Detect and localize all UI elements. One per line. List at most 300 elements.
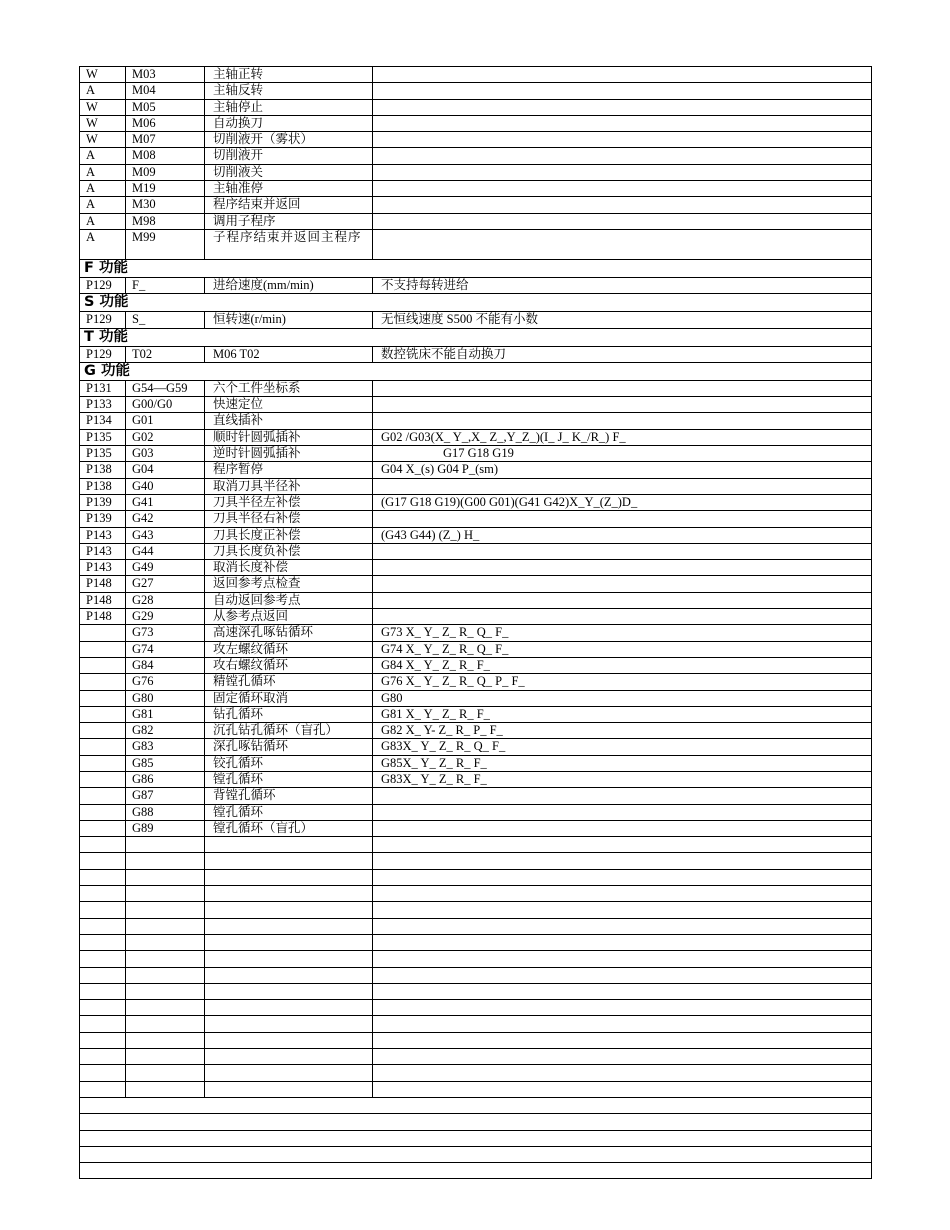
section-heading-row [80, 362, 872, 380]
page-ref-cell: P138 [80, 462, 126, 478]
code-cell: G28 [126, 592, 205, 608]
table-row [80, 229, 872, 259]
code-cell: G54—G59 [126, 380, 205, 396]
format-note-cell: G17 G18 G19 [373, 446, 872, 462]
empty-cell [126, 869, 205, 885]
empty-cell [80, 837, 126, 853]
page-ref-cell: P133 [80, 397, 126, 413]
empty-cell [126, 886, 205, 902]
function-name-cell: 刀具半径左补偿 [205, 494, 373, 510]
empty-cell [126, 1049, 205, 1065]
empty-cell [80, 983, 126, 999]
format-note-cell [373, 397, 872, 413]
code-cell: G86 [126, 771, 205, 787]
table-row [80, 723, 872, 739]
empty-cell [205, 1032, 373, 1048]
page-ref-cell: P129 [80, 312, 126, 328]
page-ref-cell: P139 [80, 494, 126, 510]
table-row [80, 380, 872, 396]
table-row [80, 625, 872, 641]
empty-cell [373, 886, 872, 902]
page-ref-cell: P148 [80, 609, 126, 625]
empty-cell [205, 869, 373, 885]
page-ref-cell: A [80, 229, 126, 259]
empty-row [80, 934, 872, 950]
code-cell: G27 [126, 576, 205, 592]
format-note-cell: G74 X_ Y_ Z_ R_ Q_ F_ [373, 641, 872, 657]
code-cell: M07 [126, 132, 205, 148]
code-cell: G40 [126, 478, 205, 494]
empty-cell [126, 934, 205, 950]
empty-merged-row [80, 1146, 872, 1162]
code-cell: M30 [126, 197, 205, 213]
page-ref-cell: P131 [80, 380, 126, 396]
empty-cell [80, 902, 126, 918]
page-ref-cell [80, 820, 126, 836]
format-note-cell [373, 148, 872, 164]
empty-cell [126, 1000, 205, 1016]
empty-row [80, 918, 872, 934]
table-row [80, 592, 872, 608]
empty-cell [126, 951, 205, 967]
table-row [80, 164, 872, 180]
function-name-cell: 刀具半径右补偿 [205, 511, 373, 527]
empty-row [80, 1081, 872, 1097]
format-note-cell: (G43 G44) (Z_) H_ [373, 527, 872, 543]
function-name-cell: 主轴正转 [205, 67, 373, 83]
function-name-cell: 取消刀具半径补 [205, 478, 373, 494]
function-name-cell: 逆时针圆弧插补 [205, 446, 373, 462]
empty-cell [373, 951, 872, 967]
format-note-cell [373, 576, 872, 592]
function-name-cell: 取消长度补偿 [205, 560, 373, 576]
empty-cell [205, 951, 373, 967]
format-note-cell [373, 560, 872, 576]
empty-cell [80, 967, 126, 983]
function-name-cell: 主轴停止 [205, 99, 373, 115]
code-cell: G80 [126, 690, 205, 706]
function-name-cell: 攻左螺纹循环 [205, 641, 373, 657]
table-row [80, 213, 872, 229]
table-row [80, 755, 872, 771]
empty-cell [80, 869, 126, 885]
format-note-cell: G04 X_(s) G04 P_(sm) [373, 462, 872, 478]
code-cell: M06 [126, 115, 205, 131]
empty-row [80, 837, 872, 853]
code-cell: G87 [126, 788, 205, 804]
code-cell: M05 [126, 99, 205, 115]
format-note-cell [373, 804, 872, 820]
empty-merged-cell [80, 1114, 872, 1130]
format-note-cell: G76 X_ Y_ Z_ R_ Q_ P_ F_ [373, 674, 872, 690]
function-name-cell: 高速深孔啄钻循环 [205, 625, 373, 641]
empty-merged-row [80, 1097, 872, 1113]
code-cell: T02 [126, 346, 205, 362]
format-note-cell: G80 [373, 690, 872, 706]
function-name-cell: 进给速度(mm/min) [205, 277, 373, 293]
function-name-cell: 镗孔循环（盲孔） [205, 820, 373, 836]
empty-cell [126, 853, 205, 869]
function-name-cell: 镗孔循环 [205, 771, 373, 787]
empty-cell [373, 837, 872, 853]
table-row [80, 413, 872, 429]
empty-cell [205, 1049, 373, 1065]
format-note-cell [373, 478, 872, 494]
code-cell: G00/G0 [126, 397, 205, 413]
page-ref-cell: P143 [80, 543, 126, 559]
page-ref-cell: A [80, 148, 126, 164]
function-name-cell: 切削液开（雾状） [205, 132, 373, 148]
section-heading-row [80, 328, 872, 346]
table-row [80, 462, 872, 478]
empty-row [80, 853, 872, 869]
page-ref-cell [80, 690, 126, 706]
empty-cell [373, 983, 872, 999]
table-row [80, 804, 872, 820]
section-heading: S 功能 [80, 294, 872, 312]
page-ref-cell: P135 [80, 429, 126, 445]
empty-cell [205, 1000, 373, 1016]
table-row [80, 446, 872, 462]
format-note-cell [373, 543, 872, 559]
page-ref-cell: P135 [80, 446, 126, 462]
code-cell: M19 [126, 181, 205, 197]
code-cell: G02 [126, 429, 205, 445]
empty-cell [80, 918, 126, 934]
empty-cell [205, 1081, 373, 1097]
function-name-cell: 切削液开 [205, 148, 373, 164]
format-note-cell [373, 229, 872, 259]
code-cell: G03 [126, 446, 205, 462]
page-ref-cell: P139 [80, 511, 126, 527]
empty-cell [126, 1016, 205, 1032]
table-row [80, 181, 872, 197]
function-name-cell: 自动返回参考点 [205, 592, 373, 608]
empty-cell [373, 869, 872, 885]
empty-cell [373, 1032, 872, 1048]
function-name-cell: 主轴反转 [205, 83, 373, 99]
page-ref-cell: A [80, 181, 126, 197]
format-note-cell [373, 413, 872, 429]
empty-merged-cell [80, 1130, 872, 1146]
format-note-cell: G83X_ Y_ Z_ R_ F_ [373, 771, 872, 787]
empty-merged-cell [80, 1146, 872, 1162]
empty-cell [205, 983, 373, 999]
page-ref-cell: W [80, 67, 126, 83]
empty-cell [373, 1016, 872, 1032]
table-row [80, 560, 872, 576]
page-ref-cell: W [80, 99, 126, 115]
page-ref-cell: A [80, 164, 126, 180]
page-ref-cell [80, 755, 126, 771]
page-ref-cell [80, 706, 126, 722]
code-cell: G01 [126, 413, 205, 429]
function-name-cell: 刀具长度负补偿 [205, 543, 373, 559]
code-cell: M98 [126, 213, 205, 229]
table-row [80, 429, 872, 445]
page-ref-cell [80, 625, 126, 641]
format-note-cell: G82 X_ Y- Z_ R_ P_ F_ [373, 723, 872, 739]
format-note-cell [373, 115, 872, 131]
empty-row [80, 886, 872, 902]
code-cell: G83 [126, 739, 205, 755]
code-cell: G73 [126, 625, 205, 641]
empty-merged-row [80, 1130, 872, 1146]
format-note-cell: G73 X_ Y_ Z_ R_ Q_ F_ [373, 625, 872, 641]
empty-cell [80, 1032, 126, 1048]
empty-cell [80, 853, 126, 869]
table-row [80, 788, 872, 804]
table-row [80, 148, 872, 164]
empty-cell [373, 1081, 872, 1097]
empty-cell [373, 1065, 872, 1081]
page-ref-cell [80, 657, 126, 673]
function-name-cell: 切削液关 [205, 164, 373, 180]
format-note-cell [373, 181, 872, 197]
table-row [80, 277, 872, 293]
section-heading: F 功能 [80, 259, 872, 277]
table-row [80, 609, 872, 625]
code-cell: G74 [126, 641, 205, 657]
code-cell: F_ [126, 277, 205, 293]
function-name-cell: 铰孔循环 [205, 755, 373, 771]
page-ref-cell [80, 674, 126, 690]
empty-cell [373, 934, 872, 950]
function-name-cell: 快速定位 [205, 397, 373, 413]
format-note-cell [373, 132, 872, 148]
page-ref-cell: P134 [80, 413, 126, 429]
code-cell: M99 [126, 229, 205, 259]
page-ref-cell: A [80, 197, 126, 213]
empty-cell [126, 1065, 205, 1081]
table-row [80, 83, 872, 99]
empty-cell [80, 934, 126, 950]
function-name-cell: 沉孔钻孔循环（盲孔） [205, 723, 373, 739]
empty-cell [126, 1081, 205, 1097]
empty-cell [373, 902, 872, 918]
format-note-cell: 不支持每转进给 [373, 277, 872, 293]
empty-merged-cell [80, 1163, 872, 1179]
section-heading-row [80, 294, 872, 312]
function-name-cell: 顺时针圆弧插补 [205, 429, 373, 445]
code-cell: G84 [126, 657, 205, 673]
code-cell: G42 [126, 511, 205, 527]
code-cell: G49 [126, 560, 205, 576]
page-ref-cell [80, 641, 126, 657]
format-note-cell [373, 609, 872, 625]
empty-cell [205, 918, 373, 934]
table-row [80, 67, 872, 83]
table-row [80, 494, 872, 510]
format-note-cell [373, 788, 872, 804]
empty-cell [80, 951, 126, 967]
format-note-cell [373, 511, 872, 527]
code-cell: G43 [126, 527, 205, 543]
function-name-cell: 背镗孔循环 [205, 788, 373, 804]
format-note-cell [373, 164, 872, 180]
function-name-cell: 固定循环取消 [205, 690, 373, 706]
section-heading: G 功能 [80, 362, 872, 380]
empty-row [80, 1049, 872, 1065]
empty-cell [205, 934, 373, 950]
page-ref-cell [80, 739, 126, 755]
empty-row [80, 869, 872, 885]
format-note-cell [373, 213, 872, 229]
function-name-cell: 攻右螺纹循环 [205, 657, 373, 673]
empty-merged-row [80, 1114, 872, 1130]
code-cell: M09 [126, 164, 205, 180]
code-cell: G44 [126, 543, 205, 559]
empty-row [80, 967, 872, 983]
empty-cell [205, 1065, 373, 1081]
table-row [80, 346, 872, 362]
table-row [80, 771, 872, 787]
empty-cell [205, 853, 373, 869]
code-cell: G85 [126, 755, 205, 771]
empty-cell [126, 837, 205, 853]
function-name-cell: 六个工件坐标系 [205, 380, 373, 396]
format-note-cell: G84 X_ Y_ Z_ R_ F_ [373, 657, 872, 673]
format-note-cell: 无恒线速度 S500 不能有小数 [373, 312, 872, 328]
code-cell: G76 [126, 674, 205, 690]
format-note-cell [373, 67, 872, 83]
table-row [80, 739, 872, 755]
empty-cell [126, 1032, 205, 1048]
section-heading-row [80, 259, 872, 277]
function-name-cell: 调用子程序 [205, 213, 373, 229]
function-name-cell: M06 T02 [205, 346, 373, 362]
empty-cell [80, 1000, 126, 1016]
empty-cell [205, 902, 373, 918]
function-name-cell: 钻孔循环 [205, 706, 373, 722]
function-name-cell: 返回参考点检查 [205, 576, 373, 592]
function-name-cell: 精镗孔循环 [205, 674, 373, 690]
table-row [80, 543, 872, 559]
page-ref-cell: A [80, 213, 126, 229]
empty-cell [373, 1000, 872, 1016]
empty-cell [205, 886, 373, 902]
table-row [80, 99, 872, 115]
page-ref-cell [80, 788, 126, 804]
function-name-cell: 子程序结束并返回主程序 [205, 229, 373, 259]
format-note-cell: G85X_ Y_ Z_ R_ F_ [373, 755, 872, 771]
code-cell: S_ [126, 312, 205, 328]
code-cell: G04 [126, 462, 205, 478]
function-name-cell: 程序结束并返回 [205, 197, 373, 213]
function-name-cell: 镗孔循环 [205, 804, 373, 820]
empty-cell [373, 918, 872, 934]
table-row [80, 397, 872, 413]
empty-cell [80, 1049, 126, 1065]
table-row [80, 478, 872, 494]
code-cell: G89 [126, 820, 205, 836]
empty-cell [126, 902, 205, 918]
empty-cell [126, 918, 205, 934]
page-ref-cell [80, 771, 126, 787]
function-name-cell: 恒转速(r/min) [205, 312, 373, 328]
code-cell: M08 [126, 148, 205, 164]
empty-row [80, 1065, 872, 1081]
table-row [80, 576, 872, 592]
command-reference-table [79, 66, 872, 1179]
empty-cell [126, 983, 205, 999]
code-cell: G81 [126, 706, 205, 722]
table-row [80, 527, 872, 543]
format-note-cell: G02 /G03(X_ Y_,X_ Z_,Y_Z_)(I_ J_ K_/R_) F_ [373, 429, 872, 445]
section-heading: T 功能 [80, 328, 872, 346]
table-body [80, 67, 872, 1179]
format-note-cell [373, 380, 872, 396]
format-note-cell: G83X_ Y_ Z_ R_ Q_ F_ [373, 739, 872, 755]
empty-cell [80, 886, 126, 902]
empty-row [80, 1016, 872, 1032]
page-ref-cell: W [80, 115, 126, 131]
function-name-cell: 直线插补 [205, 413, 373, 429]
table-row [80, 312, 872, 328]
page-ref-cell: P138 [80, 478, 126, 494]
page-ref-cell: P143 [80, 527, 126, 543]
function-name-cell: 从参考点返回 [205, 609, 373, 625]
empty-cell [80, 1065, 126, 1081]
table-row [80, 641, 872, 657]
function-name-cell: 深孔啄钻循环 [205, 739, 373, 755]
empty-row [80, 983, 872, 999]
function-name-cell: 主轴准停 [205, 181, 373, 197]
function-name-cell: 刀具长度正补偿 [205, 527, 373, 543]
format-note-cell [373, 592, 872, 608]
code-cell: G88 [126, 804, 205, 820]
empty-row [80, 951, 872, 967]
code-cell: M04 [126, 83, 205, 99]
page-ref-cell: P129 [80, 277, 126, 293]
format-note-cell [373, 820, 872, 836]
page-ref-cell [80, 804, 126, 820]
empty-row [80, 1032, 872, 1048]
page-ref-cell: P148 [80, 576, 126, 592]
page-ref-cell: P129 [80, 346, 126, 362]
empty-cell [80, 1016, 126, 1032]
code-cell: G29 [126, 609, 205, 625]
empty-cell [205, 1016, 373, 1032]
function-name-cell: 自动换刀 [205, 115, 373, 131]
empty-cell [205, 967, 373, 983]
format-note-cell [373, 83, 872, 99]
table-row [80, 132, 872, 148]
format-note-cell: G81 X_ Y_ Z_ R_ F_ [373, 706, 872, 722]
function-name-cell: 程序暂停 [205, 462, 373, 478]
empty-cell [373, 1049, 872, 1065]
empty-merged-cell [80, 1097, 872, 1113]
format-note-cell: (G17 G18 G19)(G00 G01)(G41 G42)X_Y_(Z_)D_ [373, 494, 872, 510]
empty-row [80, 902, 872, 918]
empty-row [80, 1000, 872, 1016]
table-row [80, 115, 872, 131]
empty-cell [373, 853, 872, 869]
format-note-cell [373, 197, 872, 213]
code-cell: G41 [126, 494, 205, 510]
empty-cell [126, 967, 205, 983]
table-row [80, 674, 872, 690]
table-row [80, 690, 872, 706]
page-ref-cell [80, 723, 126, 739]
page-ref-cell: A [80, 83, 126, 99]
format-note-cell: 数控铣床不能自动换刀 [373, 346, 872, 362]
code-cell: G82 [126, 723, 205, 739]
empty-cell [80, 1081, 126, 1097]
page-ref-cell: W [80, 132, 126, 148]
table-row [80, 657, 872, 673]
table-row [80, 511, 872, 527]
